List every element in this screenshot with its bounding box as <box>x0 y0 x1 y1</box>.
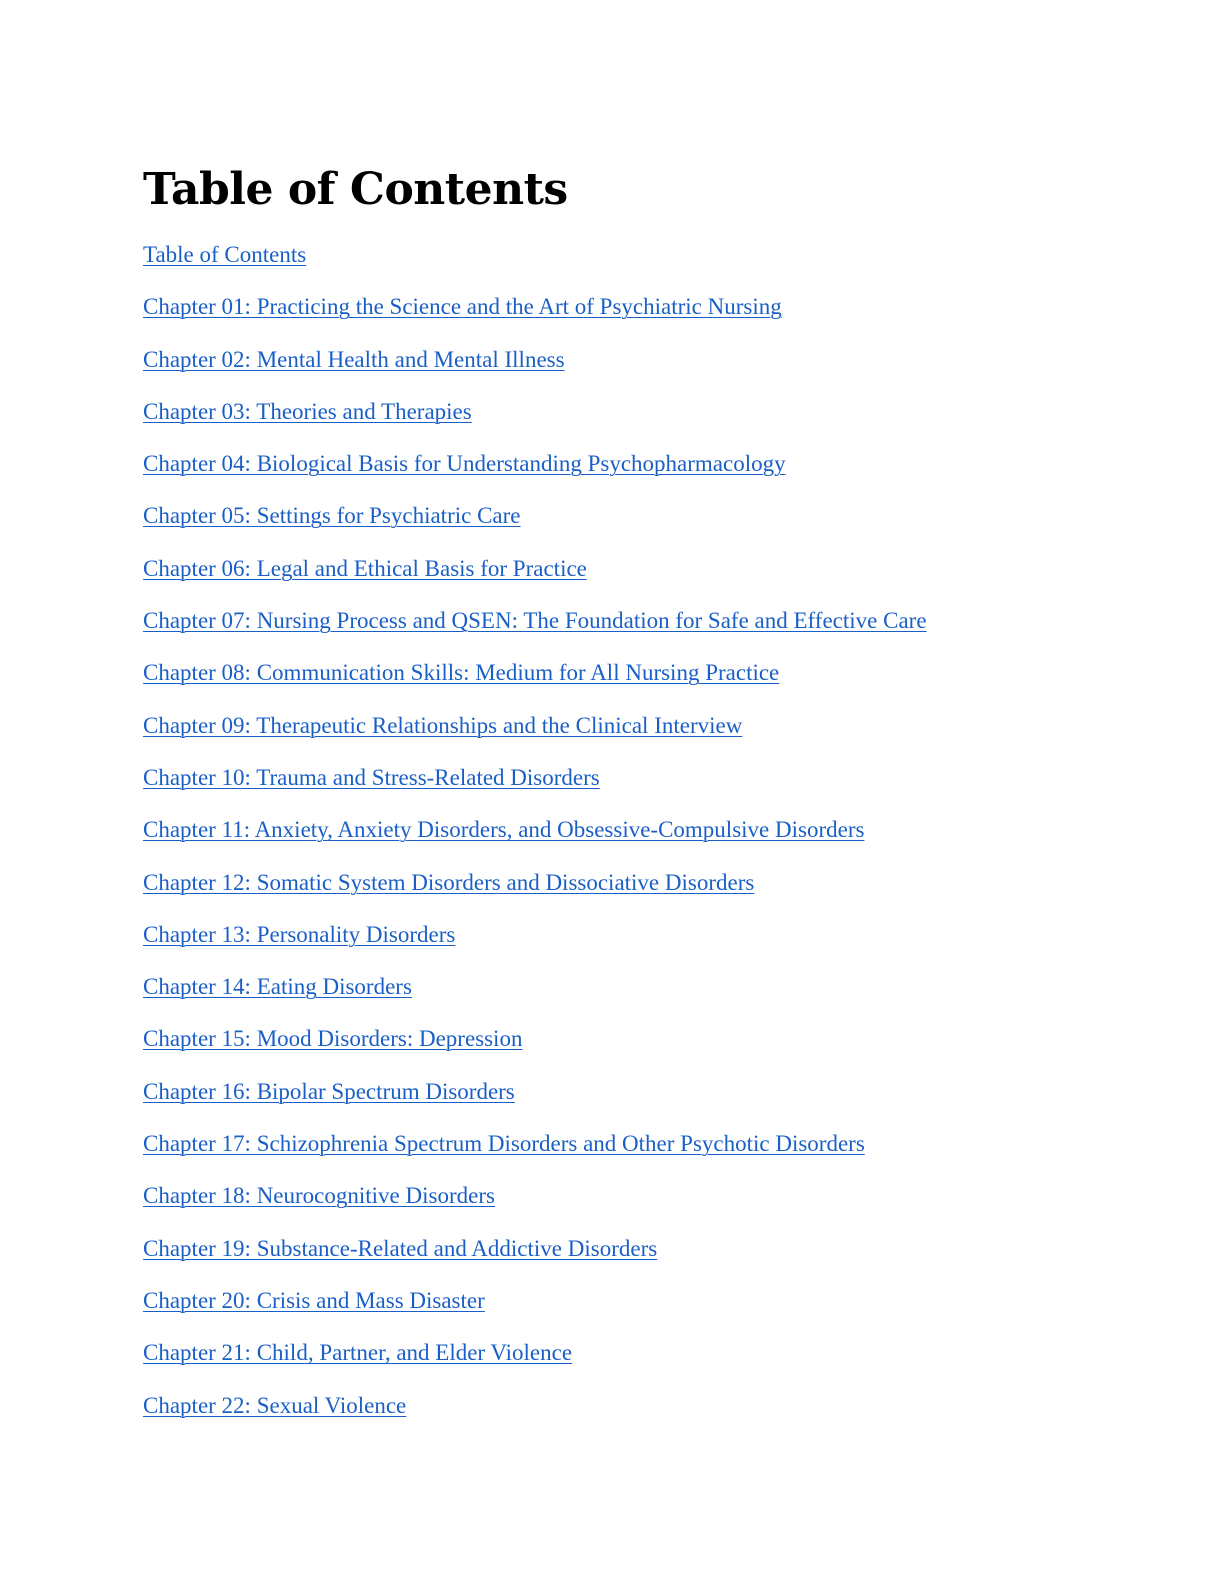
toc-link-chapter-21[interactable]: Chapter 21: Child, Partner, and Elder Violence <box>143 1340 573 1366</box>
toc-item <box>143 920 927 972</box>
toc-link-table-of-contents[interactable]: Table of Contents <box>143 242 307 267</box>
toc-item <box>143 972 927 1024</box>
toc-link-chapter-14[interactable]: Chapter 14: Eating Disorders <box>143 974 412 1000</box>
toc-item <box>143 397 927 449</box>
toc-item <box>143 240 927 292</box>
toc-item <box>143 868 927 920</box>
toc-link-chapter-01[interactable]: Chapter 01: Practicing the Science and the Art of Psychiatric Nursing <box>143 294 782 320</box>
toc-link-chapter-05[interactable]: Chapter 05: Settings for Psychiatric Care <box>143 503 521 529</box>
toc-link-chapter-20[interactable]: Chapter 20: Crisis and Mass Disaster <box>143 1287 485 1313</box>
toc-item <box>143 1338 927 1390</box>
toc-item <box>143 606 927 658</box>
toc-link-chapter-19[interactable]: Chapter 19: Substance-Related and Addictive Disorders <box>143 1235 658 1261</box>
toc-link-chapter-12[interactable]: Chapter 12: Somatic System Disorders and Dissociative Disorders <box>143 869 755 895</box>
toc-link-chapter-13[interactable]: Chapter 13: Personality Disorders <box>143 921 456 947</box>
toc-item <box>143 501 927 553</box>
toc-item <box>143 1129 927 1181</box>
toc-link-chapter-17[interactable]: Chapter 17: Schizophrenia Spectrum Disorders and Other Psychotic Disorders <box>143 1131 865 1157</box>
toc-item <box>143 292 927 344</box>
toc-link-chapter-16[interactable]: Chapter 16: Bipolar Spectrum Disorders <box>143 1078 515 1104</box>
toc-item <box>143 1024 927 1076</box>
document-page <box>143 160 1143 1418</box>
toc-list <box>143 240 927 1443</box>
toc-item <box>143 658 927 710</box>
toc-link-chapter-02[interactable]: Chapter 02: Mental Health and Mental Illness <box>143 346 565 372</box>
toc-link-chapter-11[interactable]: Chapter 11: Anxiety, Anxiety Disorders, and Obsessive-Compulsive Disorders <box>143 817 865 843</box>
toc-link-chapter-03[interactable]: Chapter 03: Theories and Therapies <box>143 398 472 424</box>
toc-link-chapter-22[interactable]: Chapter 22: Sexual Violence <box>143 1392 407 1418</box>
toc-item <box>143 1077 927 1129</box>
toc-link-chapter-04[interactable]: Chapter 04: Biological Basis for Understanding Psychopharmacology <box>143 451 786 477</box>
toc-item <box>143 711 927 763</box>
toc-link-chapter-06[interactable]: Chapter 06: Legal and Ethical Basis for Practice <box>143 555 587 581</box>
toc-item <box>143 1391 927 1443</box>
toc-item <box>143 554 927 606</box>
toc-link-chapter-15[interactable]: Chapter 15: Mood Disorders: Depression <box>143 1026 523 1052</box>
toc-link-chapter-18[interactable]: Chapter 18: Neurocognitive Disorders <box>143 1183 495 1209</box>
toc-item <box>143 1234 927 1286</box>
toc-item <box>143 1286 927 1338</box>
toc-link-chapter-09[interactable]: Chapter 09: Therapeutic Relationships and the Clinical Interview <box>143 712 743 738</box>
toc-item <box>143 815 927 867</box>
toc-item <box>143 345 927 397</box>
toc-item <box>143 449 927 501</box>
toc-link-chapter-10[interactable]: Chapter 10: Trauma and Stress-Related Disorders <box>143 764 600 790</box>
toc-item <box>143 763 927 815</box>
page-title: Table of Contents <box>143 164 568 215</box>
toc-link-chapter-07[interactable]: Chapter 07: Nursing Process and QSEN: The Foundation for Safe and Effective Care <box>143 608 927 634</box>
toc-link-chapter-08[interactable]: Chapter 08: Communication Skills: Medium for All Nursing Practice <box>143 660 780 686</box>
toc-item <box>143 1181 927 1233</box>
